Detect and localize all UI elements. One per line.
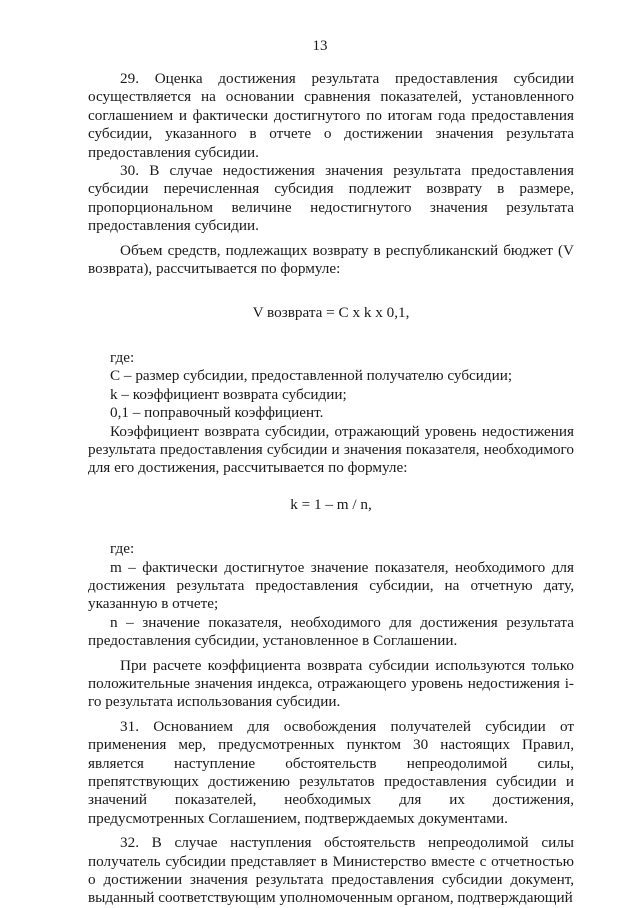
where-label-2: где: bbox=[110, 540, 135, 558]
formula-return-volume: V возврата = C x k x 0,1, bbox=[252, 304, 410, 322]
paragraph-29: 29. Оценка достижения результата предоставления субсидии осуществляется на основании сравнения показателей, установленного соглашением и фактически достигнутого по итогам года предоставления субсидии, указанного в отчете о достижении значения результата предоставления субсидии. bbox=[88, 70, 574, 161]
paragraph-calc-note: При расчете коэффициента возврата субсидии используются только положительные значения индекса, отражающего уровень недостижения i-го результата использования субсидии. bbox=[88, 656, 574, 711]
paragraph-30: 30. В случае недостижения значения результата предоставления субсидии перечисленная субсидия подлежит возврату в размере, пропорциональном величине недостигнутого значения результата предоставления субсидии. bbox=[88, 162, 574, 235]
paragraph-31: 31. Основанием для освобождения получателей субсидии от применения мер, предусмотренных пунктом 30 настоящих Правил, является наступление обстоятельств непреодолимой силы, препятствующих достижению результатов предоставления субсидии и значений показателей, необходимых для их достижения, предусмотренных Соглашением, подтверждаемых документами. bbox=[88, 717, 574, 827]
definition-m: m – фактически достигнутое значение показателя, необходимого для достижения результата предоставления субсидии, на отчетную дату, указанную в отчете; bbox=[88, 558, 574, 613]
where-label-1: где: bbox=[110, 348, 135, 366]
definition-c: C – размер субсидии, предоставленной получателю субсидии; bbox=[110, 367, 513, 385]
formula-coefficient: k = 1 – m / n, bbox=[290, 495, 372, 513]
definition-n: n – значение показателя, необходимого для достижения результата предоставления субсидии, установленное в Соглашении. bbox=[88, 613, 574, 650]
definition-k: k – коэффициент возврата субсидии; bbox=[110, 385, 347, 403]
paragraph-return-volume: Объем средств, подлежащих возврату в республиканский бюджет (V возврата), рассчитывается по формуле: bbox=[88, 241, 574, 278]
document-body bbox=[88, 70, 574, 908]
paragraph-32: 32. В случае наступления обстоятельств непреодолимой силы получатель субсидии представляет в Министерство вместе с отчетностью о достижении значения результата предоставления субсидии документ, выданный соответствующим уполномоченным органом, подтверждающий bbox=[88, 834, 574, 907]
page-number: 13 bbox=[312, 38, 328, 54]
paragraph-coefficient: Коэффициент возврата субсидии, отражающий уровень недостижения результата предоставления субсидии и значения показателя, необходимого для его достижения, рассчитывается по формуле: bbox=[88, 422, 574, 477]
definition-correction: 0,1 – поправочный коэффициент. bbox=[110, 404, 324, 422]
